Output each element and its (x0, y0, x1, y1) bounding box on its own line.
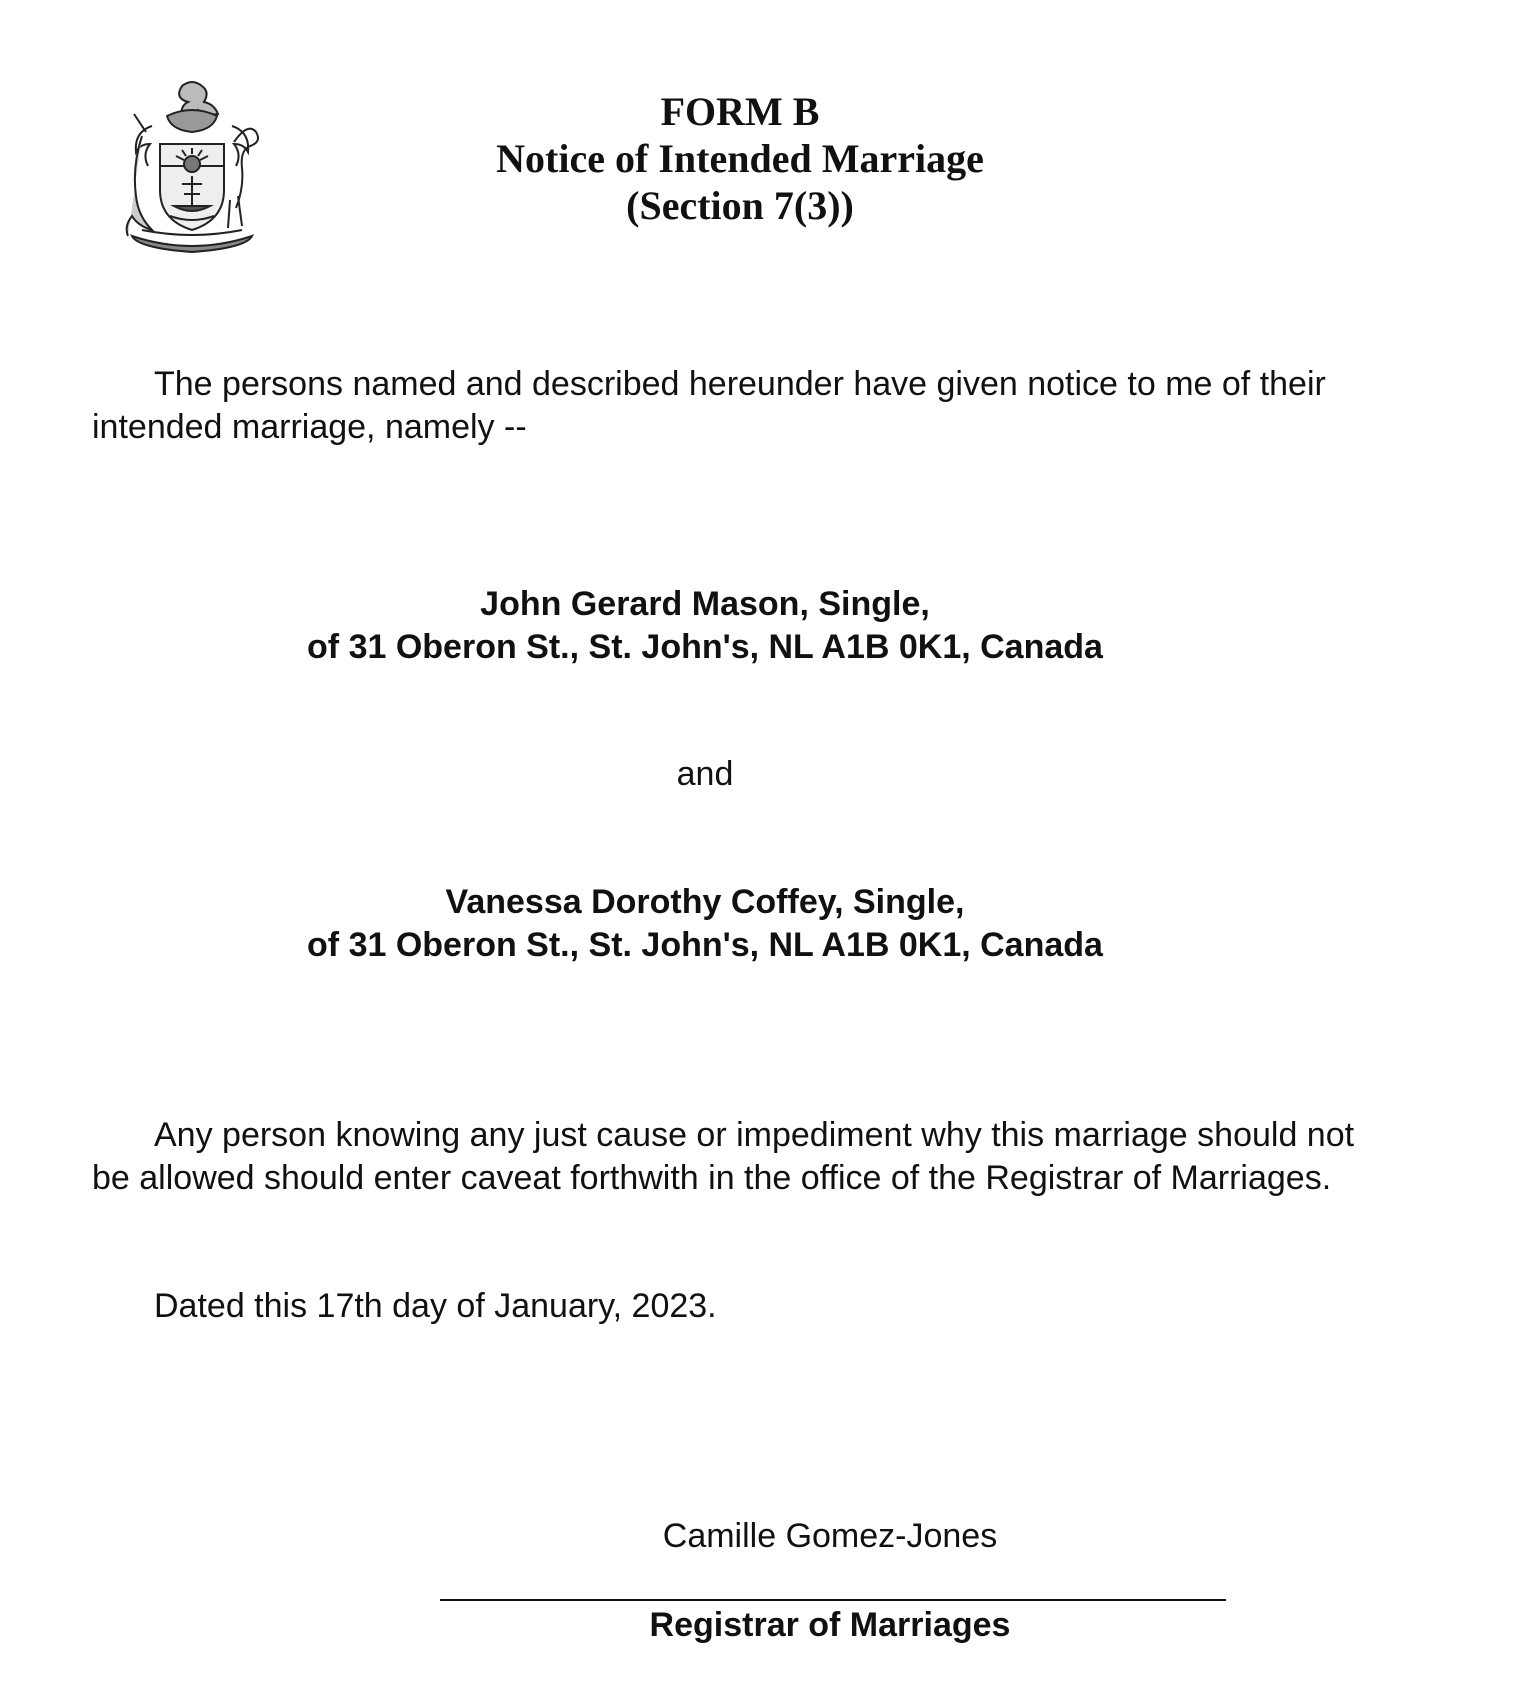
party-2-address: of 31 Oberon St., St. John's, NL A1B 0K1, Canada (307, 926, 1103, 964)
caveat-paragraph (92, 1114, 1472, 1200)
signature-line (440, 1599, 1226, 1601)
party-1-block (150, 583, 1260, 669)
registrar-name: Camille Gomez-Jones (662, 1517, 998, 1555)
party-1-name: John Gerard Mason, Single, (480, 585, 930, 623)
conjunction-and: and (676, 755, 734, 793)
registrar-title: Registrar of Marriages (649, 1606, 1011, 1644)
intro-line-2: intended marriage, namely -- (92, 408, 527, 446)
party-2-name: Vanessa Dorothy Coffey, Single, (445, 883, 965, 921)
bahamas-coat-of-arms-icon (112, 76, 272, 256)
intro-paragraph (92, 363, 1472, 449)
form-section: (Section 7(3)) (626, 183, 854, 228)
form-title: Notice of Intended Marriage (496, 136, 984, 181)
party-1-address: of 31 Oberon St., St. John's, NL A1B 0K1, Canada (307, 628, 1103, 666)
caveat-line-2: be allowed should enter caveat forthwith in the office of the Registrar of Marriages. (92, 1159, 1332, 1197)
intro-line-1: The persons named and described hereunder have given notice to me of their (154, 365, 1326, 403)
party-2-block (150, 881, 1260, 967)
form-header (340, 88, 1140, 229)
dated-line: Dated this 17th day of January, 2023. (154, 1287, 717, 1325)
form-label: FORM B (660, 89, 820, 134)
caveat-line-1: Any person knowing any just cause or impediment why this marriage should not (154, 1116, 1355, 1154)
